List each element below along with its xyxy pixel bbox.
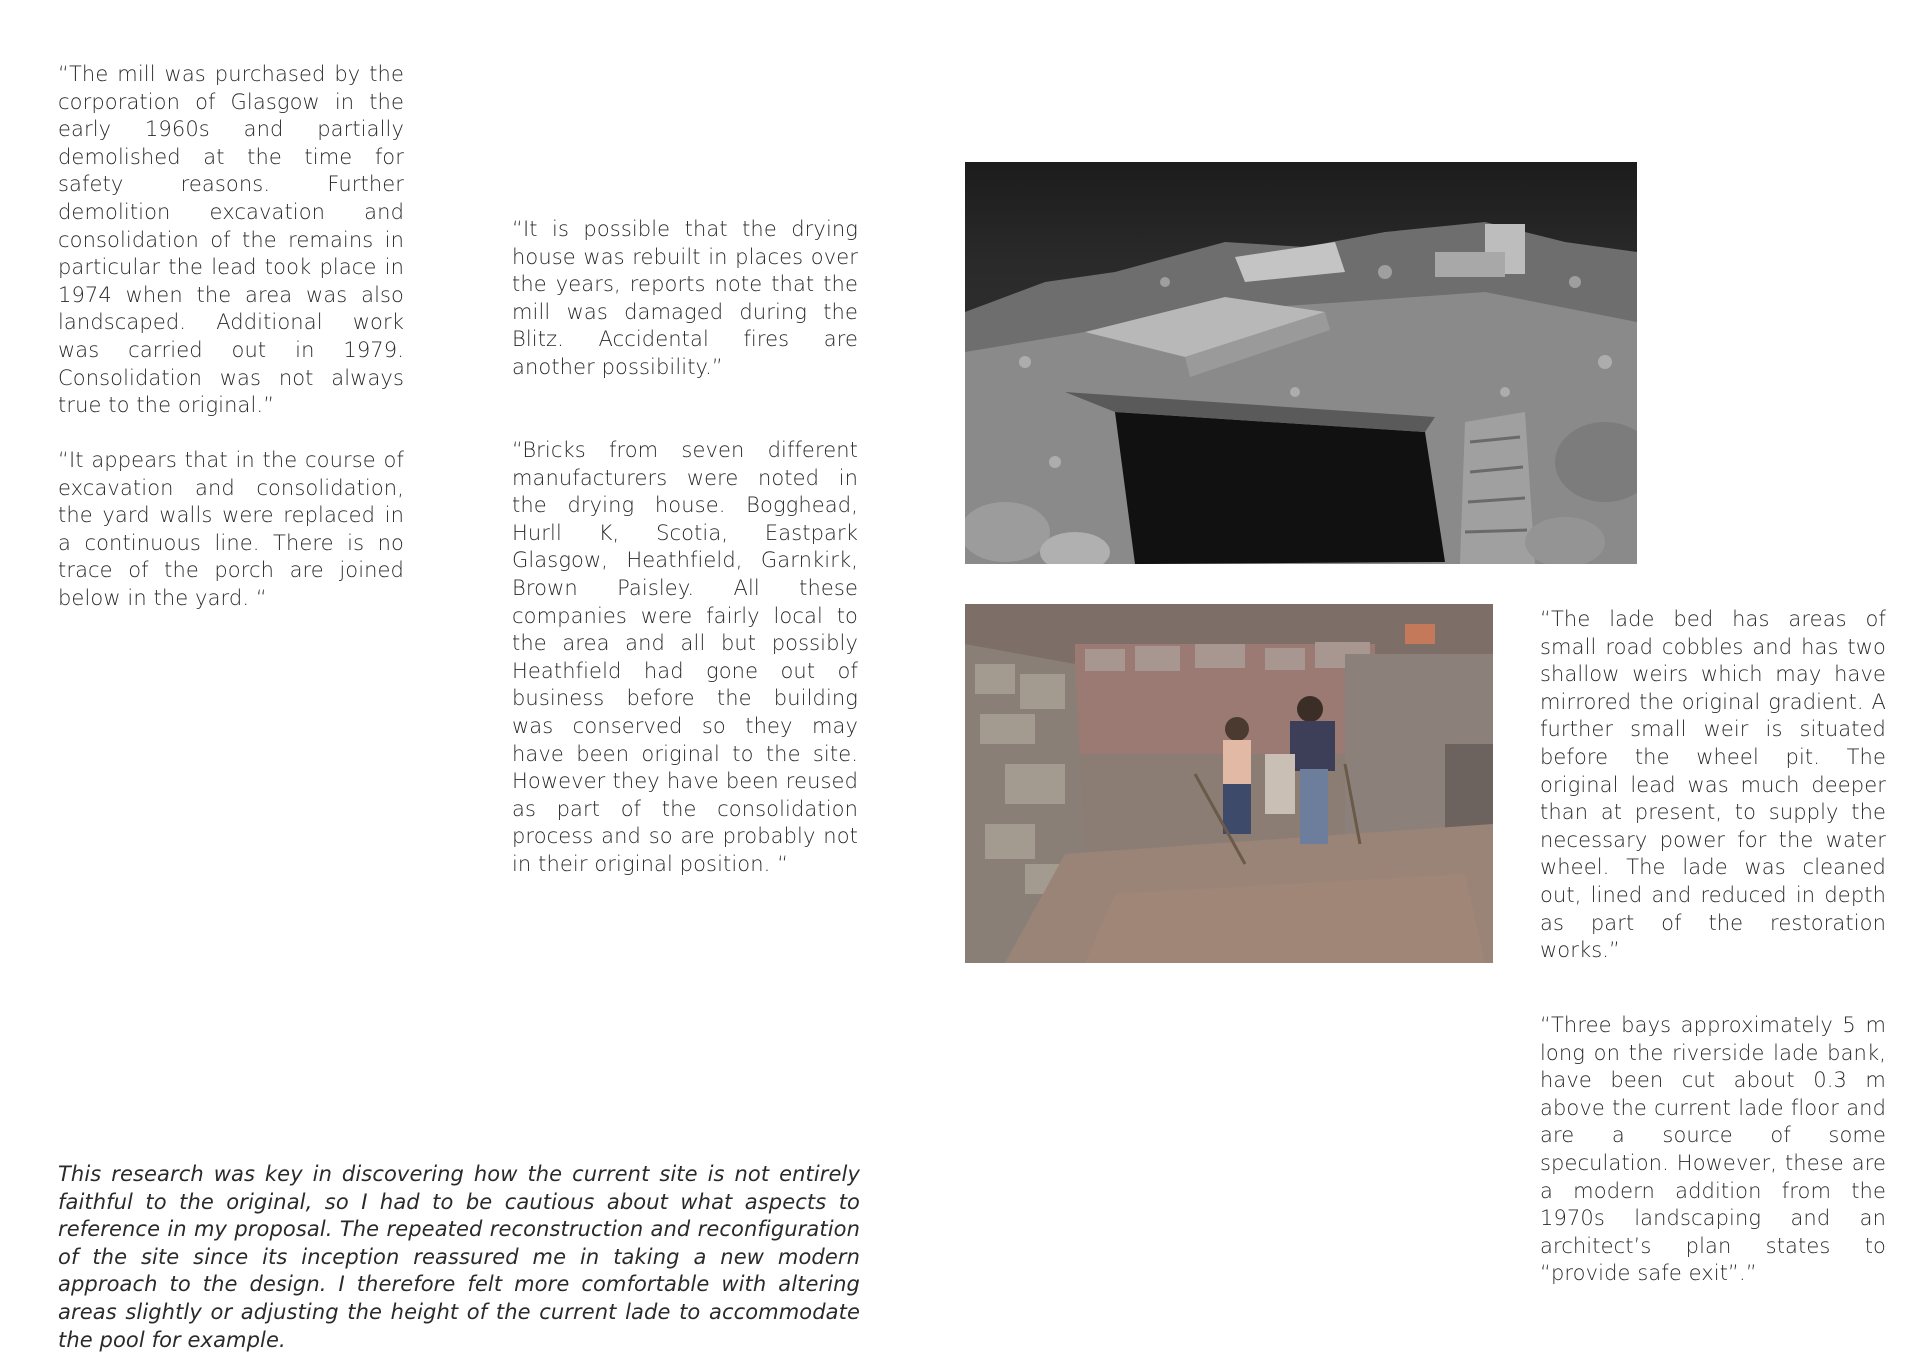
quote-three-bays: “Three bays approximately 5 m long on the riverside lade bank, have been cut about 0.3 m above the current lade floor and are a source of some speculation. However, these are a modern addition from the 1970s landscaping and an architect’s plan states to “provide safe exit”.”: [1540, 1013, 1886, 1286]
quote-yard-walls: “It appears that in the course of excavation and consolidation, the yard walls were replaced in a continuous line. There is no trace of the porch are joined below in the yard. “: [58, 448, 404, 610]
reflection-paragraph: This research was key in discovering how the current site is not entirely faithful to the original, so I had to be cautious about what aspects to reference in my proposal. The repeated reconstruction and reconfiguration of the site since its inception reassured me in taking a new modern approach to the design. I therefore felt more comfortable with altering areas slightly or adjusting the height of the current lade to accommodate the pool for example.: [58, 1162, 860, 1352]
quote-lade-bed: “The lade bed has areas of small road cobbles and has two shallow weirs which may have mirrored the original gradient. A further small weir is situated before the wheel pit. The original lead was much deeper than at present, to supply the necessary power for the water wheel. The lade was cleaned out, lined and reduced in depth as part of the restoration works.”: [1540, 607, 1886, 963]
quote-mill-purchase: “The mill was purchased by the corporation of Glasgow in the early 1960s and partially demolished at the time for safety reasons. Further demolition excavation and consolidation of the remains in particular the lead took place in 1974 when the area was also landscaped. Additional work was carried out in 1979. Consolidation was not always true to the original.”: [58, 62, 404, 418]
ruins-photo-graphic: [965, 162, 1637, 564]
excavation-photo: [965, 604, 1493, 963]
excavation-photo-graphic: [965, 604, 1493, 963]
quote-bricks: “Bricks from seven different manufacturers were noted in the drying house. Bogghead, Hurll K, Scotia, Eastpark Glasgow, Heathfield, Garnkirk, Brown Paisley. All these companies were fairly local to the area and all but possibly Heathfield had gone out of business before the building was conserved so they may have been original to the site. However they have been reused as part of the consolidation process and so are probably not in their original position. “: [512, 438, 858, 876]
quote-drying-house: “It is possible that the drying house was rebuilt in places over the years, reports note that the mill was damaged during the Blitz. Accidental fires are another possibility.”: [512, 217, 858, 379]
ruins-photo: [965, 162, 1637, 564]
